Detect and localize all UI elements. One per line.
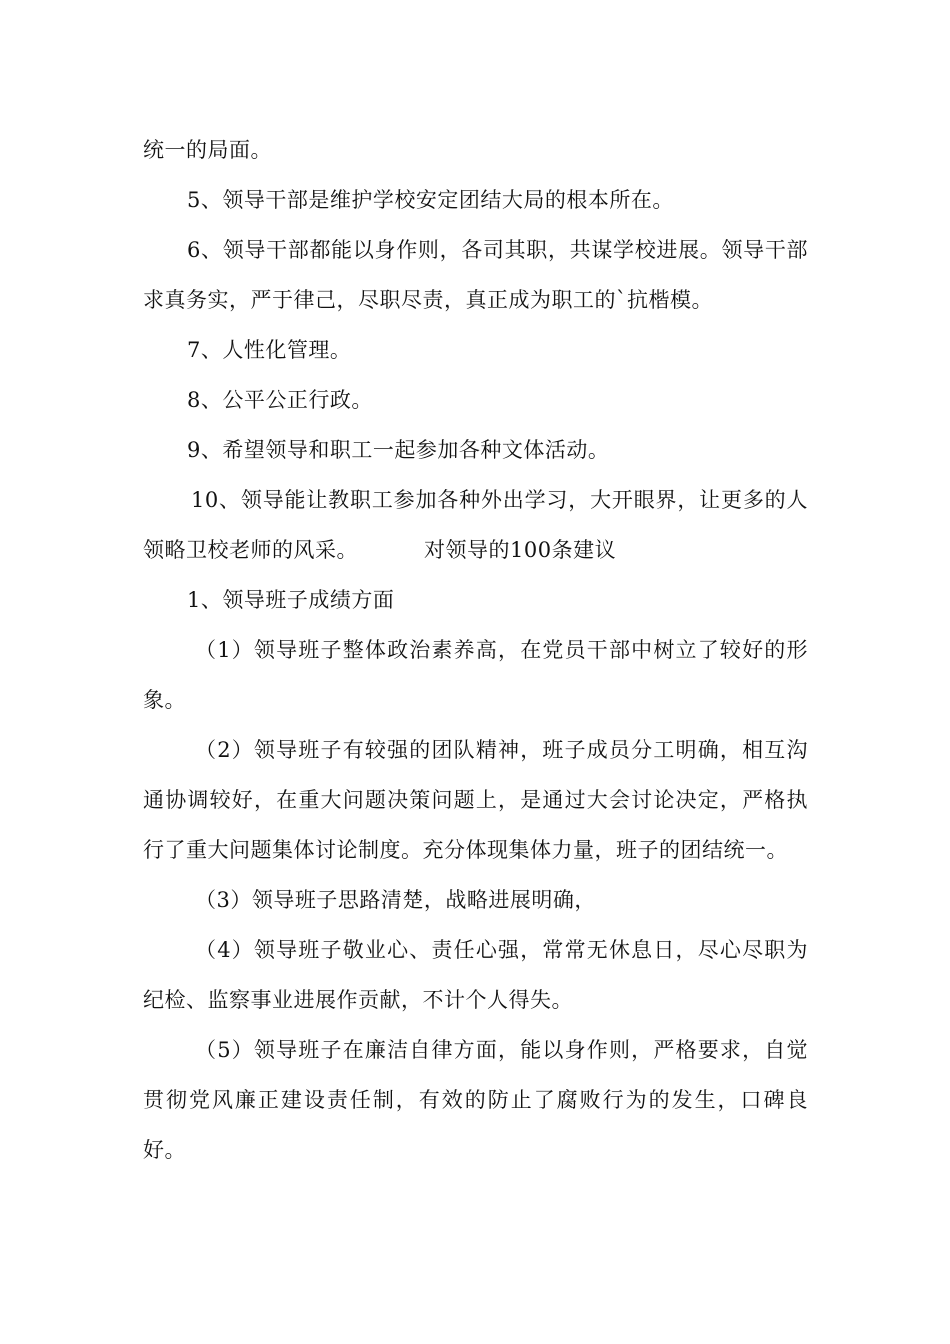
section-heading: 对领导的100条建议 [424,538,617,562]
paragraph-item-7: 7、人性化管理。 [187,338,352,362]
paragraph-point-2: （2）领导班子有较强的团队精神，班子成员分工明确，相互沟通协调较好，在重大问题决策问题上，是通过大会讨论决定，严格执行了重大问题集体讨论制度。充分体现集体力量，班子的团结统一。 [143,738,808,862]
paragraph-item-5: 5、领导干部是维护学校安定团结大局的根本所在。 [187,188,674,212]
paragraph-item-9: 9、希望领导和职工一起参加各种文体活动。 [187,438,610,462]
paragraph-point-1: （1）领导班子整体政治素养高，在党员干部中树立了较好的形象。 [143,638,808,712]
paragraph-item-8: 8、公平公正行政。 [187,388,373,412]
paragraph-item-10 [143,475,808,575]
paragraph-point-3: （3）领导班子思路清楚，战略进展明确， [195,888,596,912]
paragraph-point-5: （5）领导班子在廉洁自律方面，能以身作则，严格要求，自觉贯彻党风廉正建设责任制，有效的防止了腐败行为的发生，口碑良好。 [143,1038,808,1162]
paragraph-continuation: 统一的局面。 [143,138,272,162]
paragraph-item-10-text: 10、领导能让教职工参加各种外出学习，大开眼界，让更多的人领略卫校老师的风采。 [143,488,808,562]
paragraph-item-6: 6、领导干部都能以身作则，各司其职，共谋学校进展。领导干部求真务实，严于律己，尽职尽责，真正成为职工的`抗楷模。 [143,238,808,312]
paragraph-point-4: （4）领导班子敬业心、责任心强，常常无休息日，尽心尽职为纪检、监察事业进展作贡献，不计个人得失。 [143,938,808,1012]
document-body [143,125,808,1175]
section-subheading: 1、领导班子成绩方面 [187,588,395,612]
